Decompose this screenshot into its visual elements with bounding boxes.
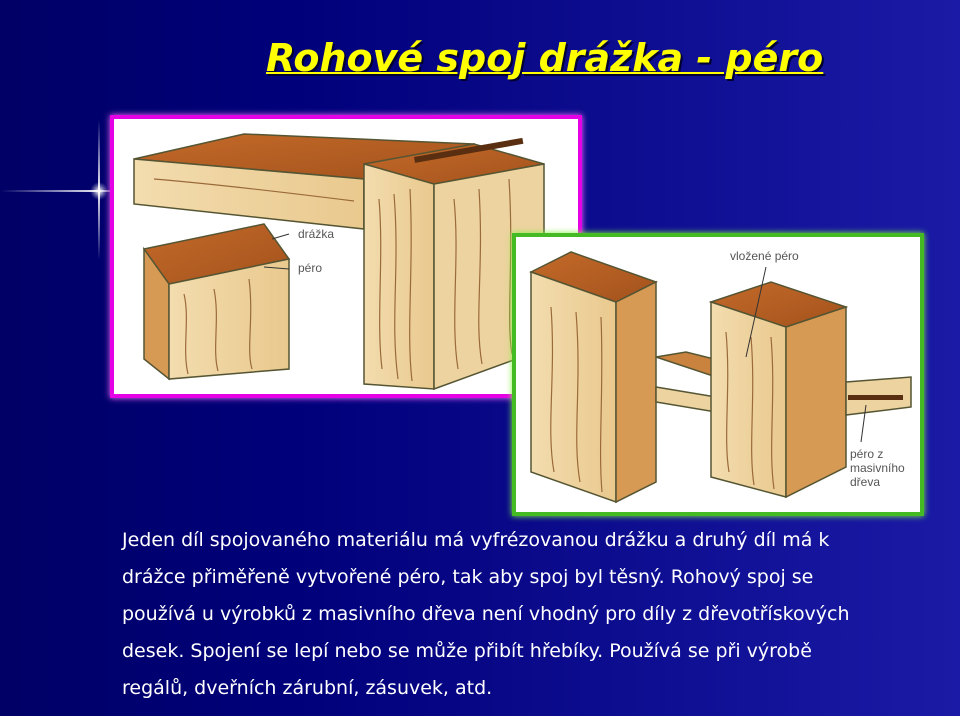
slide-body-text <box>122 522 942 707</box>
label-solid-tongue-1: péro z <box>850 447 884 461</box>
joint-drawing-1 <box>114 119 578 394</box>
body-line: používá u výrobků z masivního dřeva není vhodný pro díly z dřevotřískových <box>122 603 850 625</box>
body-line: desek. Spojení se lepí nebo se může přibít hřebíky. Používá se při výrobě <box>122 640 812 662</box>
joint-illustration-2 <box>512 233 924 516</box>
label-groove: drážka <box>298 227 335 241</box>
body-line: drážce přiměřeně vytvořené péro, tak aby spoj byl těsný. Rohový spoj se <box>122 566 814 588</box>
body-line: Jeden díl spojovaného materiálu má vyfrézovanou drážku a druhý díl má k <box>122 529 830 551</box>
label-inserted-tongue: vložené péro <box>730 249 799 263</box>
label-solid-tongue-2: masivního <box>850 461 905 475</box>
label-solid-tongue-3: dřeva <box>850 475 881 489</box>
slide-title: Rohové spoj drážka - péro <box>266 36 824 80</box>
label-tongue: péro <box>298 261 323 275</box>
body-line: regálů, dveřních zárubní, zásuvek, atd. <box>122 677 493 699</box>
decorative-sparkle <box>90 182 108 200</box>
